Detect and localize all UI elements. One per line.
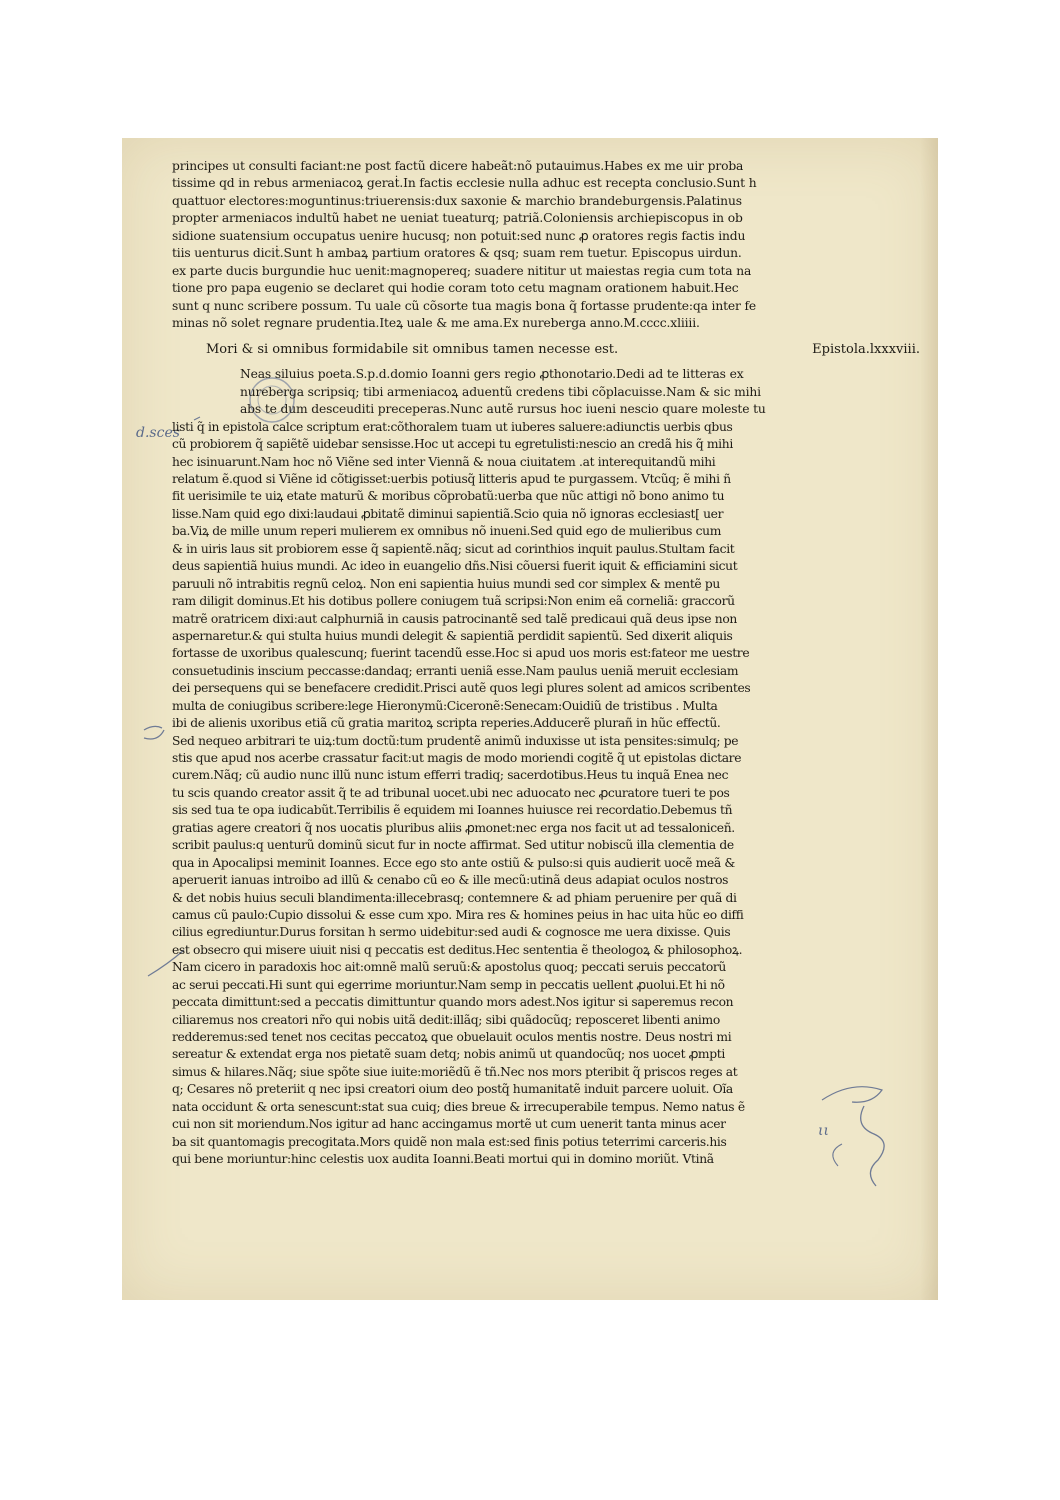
- letter-ending: [172, 158, 932, 332]
- text-line: matrẽ oratricem dixi:aut calphurniã in causis patrocinantẽ sed talẽ predicaui quã deus ipse non: [172, 611, 737, 626]
- text-line: listi q̃ in epistola calce scriptum erat:cõthoralem tuam ut iuberes saluere:adiunctis uerbis qbus: [172, 419, 733, 434]
- text-line: cũ probiorem q̃ sapiẽtẽ uidebar sensisse.Hoc ut accepi tu egretulisti:nescio an credã his q̃ mihi: [172, 437, 733, 452]
- text-line: qua in Apocalipsi meminit Ioannes. Ecce ego sto ante ostiũ & pulso:si quis audierit uocẽ meã &: [172, 855, 736, 870]
- text-line: ciliaremus nos creatori nr̃o qui nobis uitã dedit:illãq; sibi quãdocũq; reposceret libenti animo: [172, 1012, 720, 1027]
- text-line: consuetudinis inscium peccasse:dandaq; erranti ueniã esse.Nam paulus ueniã meruit ecclesiam: [172, 663, 739, 678]
- epistle-number: Epistola.lxxxviii.: [812, 342, 920, 358]
- text-line: quattuor electores:moguntinus:triuerensis:dux saxonie & marchio brandeburgensis.Palatinus: [172, 193, 742, 208]
- text-line: propter armeniacos indultũ habet ne ueniat tueaturq; patriã.Coloniensis archiepiscopus in ob: [172, 211, 743, 226]
- text-line: sidione suatensium occupatus uenire hucusq; non potuit:sed nunc ꝓ oratores regis factis indu: [172, 228, 746, 243]
- text-line: relatum ẽ.quod si Viẽne id cõtigisset:uerbis potiusq̃ litteris apud te purgassem. Vtcũq; ẽ mihi ñ: [172, 472, 731, 486]
- text-line: simus & hilares.Nãq; siue spõte siue iuite:moriẽdũ ẽ tñ.Nec nos mors pteribit q̃ priscos reges at: [172, 1064, 738, 1079]
- text-line: peccata dimittunt:sed a peccatis dimittuntur quando mors adest.Nos igitur si saperemus recon: [172, 995, 734, 1010]
- text-line: ram diligit dominus.Et his dotibus pollere coniugem tuã scripsi:Non enim eã corneliã: graccorũ: [172, 594, 735, 609]
- text-line: nureberga scripsiq; tibi armeniacoꝝ aduentũ credens tibi cõplacuisse.Nam & sic mihi: [240, 384, 761, 399]
- text-line: redderemus:sed tenet nos cecitas peccatoꝝ que obuelauit oculos mentis nostre. Deus nostri mi: [172, 1030, 732, 1044]
- text-line: qui bene moriuntur:hinc celestis uox audita Ioanni.Beati mortui qui in domino moriũt. Vtinã: [172, 1152, 714, 1167]
- text-line: tiis uenturus diciṫ.Sunt h ambaꝝ partium oratores & qsq; suam rem tuetur. Episcopus uirdun.: [172, 246, 742, 261]
- text-line: dei persequens qui se benefacere credidit.Prisci autẽ quos legi plures solent ad amicos scribentes: [172, 681, 751, 696]
- text-line: camus cũ paulo:Cupio dissolui & esse cum xpo. Mira res & homines peius in hac uita hũc eo diffi: [172, 907, 744, 922]
- text-line: est obsecro qui misere uiuit nisi q peccatis est deditus.Hec sententia ẽ theologoꝝ & philosophoꝝ.: [172, 942, 743, 957]
- text-line: stis que apud nos acerbe crassatur facit:ut magis de modo moriendi cogitẽ q̃ ut epistolas dictare: [172, 751, 742, 765]
- text-line: Nam cicero in paradoxis hoc ait:omnẽ malũ seruũ:& apostolus quoq; peccati seruis peccatorũ: [172, 960, 726, 975]
- text-line: deus sapientiã huius mundi. Ac ideo in euangelio dñs.Nisi cõuersi fuerit iquit & efficiamini sicut: [172, 559, 738, 574]
- text-line: paruuli nõ intrabitis regnũ celoꝝ. Non eni sapientia huius mundi sed cor simplex & mentẽ pu: [172, 576, 721, 591]
- text-line: aspernaretur.& qui stulta huius mundi delegit & sapientiã perdidit sapientũ. Sed dixerit aliquis: [172, 628, 733, 643]
- text-line: minas nõ solet regnare prudentia.Iteꝝ uale & me ama.Ex nureberga anno.M.cccc.xliiii.: [172, 315, 700, 330]
- epistle-body: [172, 366, 932, 1168]
- text-line: abs te dum desceuditi preceperas.Nunc autẽ rursus hoc iueni nescio quare moleste tu: [240, 402, 766, 417]
- text-line: scribit paulus:q uenturũ dominũ sicut fur in nocte affirmat. Sed utitur nobiscũ illa clementia de: [172, 838, 734, 853]
- text-line: fit uerisimile te uiꝝ etate maturũ & moribus cõprobatũ:uerba que nũc attigi nõ bono animo tu: [172, 489, 725, 504]
- text-line: principes ut consulti faciant:ne post factũ dicere habeãt:nõ putauimus.Habes ex me uir proba: [172, 159, 744, 173]
- text-line: ba sit quantomagis precogitata.Mors quidẽ non mala est:sed finis potius teterrimi carceris.his: [172, 1134, 727, 1149]
- text-line: gratias agere creatori q̃ nos uocatis pluribus aliis ꝓmonet:nec erga nos facit ut ad tessaloniceñ.: [172, 820, 735, 835]
- text-block: [172, 158, 932, 1169]
- text-line: & in uiris laus sit probiorem esse q̃ sapientẽ.nãq; sicut ad corinthios inquit paulus.Stultam facit: [172, 541, 735, 556]
- text-line: ex parte ducis burgundie huc uenit:magnopereq; suadere nititur ut maiestas regia cum tota na: [172, 263, 752, 278]
- text-line: fortasse de uxoribus qualescunq; fuerint tacendũ esse.Hoc si apud uos moris est:fateor me uestre: [172, 646, 750, 661]
- text-line: hec isinuarunt.Nam hoc nõ Viẽne sed inter Viennã & noua ciuitatem .at interequitandũ mihi: [172, 454, 716, 469]
- text-line: ac serui peccati.Hi sunt qui egerrime moriuntur.Nam semp in peccatis uellent ꝓuolui.Et hi nõ: [172, 977, 725, 992]
- text-line: Sed nequeo arbitrari te uiꝝ:tum doctũ:tum prudentẽ animũ induxisse ut ista pensites:simulq; pe: [172, 733, 739, 748]
- text-line: q; Cesares nõ preteriit q nec ipsi creatori oium deo postq̃ humanitatẽ induit parcere uoluit. Oĩa: [172, 1082, 733, 1097]
- text-line: sereatur & extendat erga nos pietatẽ suam detq; nobis animũ ut quandocũq; nos uocet ꝓmpti: [172, 1047, 725, 1062]
- text-line: tione pro papa eugenio se declaret qui hodie coram toto cetu magnam orationem habuit.Hec: [172, 281, 739, 296]
- text-line: tissime qd in rebus armeniacoꝝ geraṫ.In factis ecclesie nulla adhuc est recepta conclusio.Sunt h: [172, 176, 757, 191]
- text-line: cui non sit moriendum.Nos igitur ad hanc accingamus mortẽ ut cum uenerit tanta minus acer: [172, 1117, 726, 1132]
- text-line: aperuerit ianuas introibo ad illũ & cenabo cũ eo & ille mecũ:utinã deus adapiat oculos nostros: [172, 873, 729, 888]
- text-line: cilius egrediuntur.Durus forsitan h sermo uidebitur:sed audi & cognosce me uera dixisse. Quis: [172, 925, 731, 940]
- text-line: ba.Viꝝ de mille unum reperi mulierem ex omnibus nõ inueni.Sed quid ego de mulieribus cum: [172, 524, 722, 539]
- text-line: Neas siluius poeta.S.p.d.domio Ioanni gers regio ꝓthonotario.Dedi ad te litteras ex: [240, 367, 744, 382]
- book-page: [122, 138, 938, 1300]
- text-line: curem.Nãq; cũ audio nunc illũ nunc istum efferri tradiq; sacerdotibus.Heus tu inquã Enea nec: [172, 768, 729, 783]
- text-line: sunt q nunc scribere possum. Tu uale cũ cõsorte tua magis bona q̃ fortasse prudente:qa inter fe: [172, 298, 757, 313]
- text-line: & det nobis huius seculi blandimenta:illecebrasq; contemnere & ad phiam peruenire per quã di: [172, 890, 737, 905]
- text-line: ibi de alienis uxoribus etiã cũ gratia maritoꝝ scripta reperies.Adducerẽ plurañ in hũc effectũ.: [172, 716, 721, 731]
- marginal-note: d.sces: [136, 425, 180, 441]
- text-line: lisse.Nam quid ego dixi:laudaui ꝓbitatẽ diminui sapientiã.Scio quia nõ ignoras ecclesiast[ uer: [172, 506, 724, 521]
- heading-motto: Mori & si omnibus formidabile sit omnibus tamen necesse est.: [206, 342, 619, 358]
- text-line: sis sed tua te opa iudicabũt.Terribilis ẽ equidem mi Ioannes huiusce rei recordatio.Debemus tñ: [172, 803, 733, 818]
- text-line: nata occidunt & orta senescunt:stat sua cuiq; dies breue & irrecuperabile tempus. Nemo natus ẽ: [172, 1099, 745, 1114]
- text-line: tu scis quando creator assit q̃ te ad tribunal uocet.ubi nec aduocato nec ꝓcuratore tueri te pos: [172, 785, 730, 800]
- marginal-mark: ιι: [818, 1123, 829, 1139]
- epistle-heading: [172, 341, 932, 359]
- text-line: multa de coniugibus scribere:lege Hieronymũ:Ciceronẽ:Senecam:Ouidiũ de tristibus . Multa: [172, 698, 718, 713]
